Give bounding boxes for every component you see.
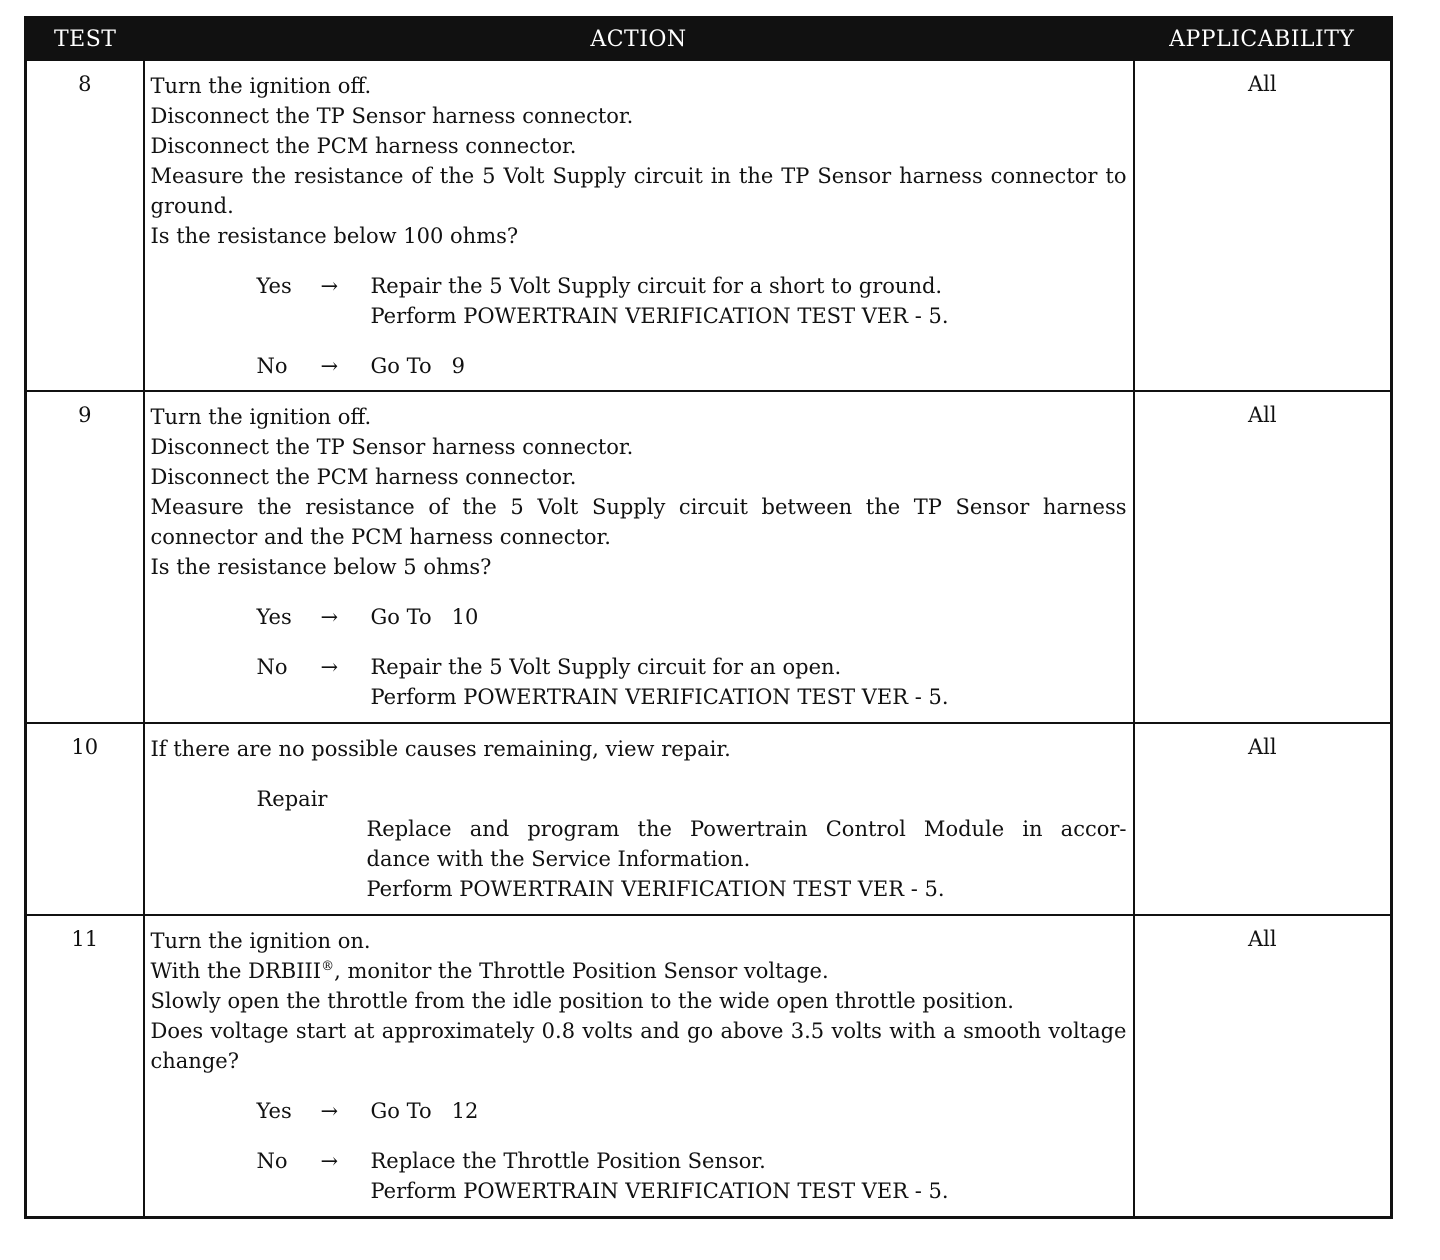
arrow-icon: → <box>320 1149 339 1173</box>
branch-no <box>257 1146 1127 1206</box>
table-header-row <box>26 18 1392 61</box>
result-line: Repair the 5 Volt Supply circuit for a short to ground. <box>370 274 943 298</box>
action-step: If there are no possible causes remaining, view repair. <box>150 737 731 761</box>
table-row <box>26 915 1392 1217</box>
result-line: Perform POWERTRAIN VERIFICATION TEST VER - 5. <box>370 304 949 328</box>
repair-line: Replace and program the Powertrain Control Module in accor- <box>366 817 1127 841</box>
repair-instructions <box>367 814 1127 904</box>
diagnostic-table <box>24 16 1393 1219</box>
action-step: Disconnect the TP Sensor harness connector. <box>150 104 634 128</box>
test-number: 10 <box>26 723 144 915</box>
branch-yes <box>257 271 1127 331</box>
action-cell <box>144 915 1134 1217</box>
result-line: Go To 12 <box>370 1099 479 1123</box>
branch-list <box>151 1096 1127 1206</box>
action-step: Measure the resistance of the 5 Volt Supply circuit between the TP Sensor harness connector and the PCM harness connector. <box>150 495 1127 549</box>
action-step: Is the resistance below 100 ohms? <box>150 224 519 248</box>
applicability-value: All <box>1134 723 1392 915</box>
result-line: Perform POWERTRAIN VERIFICATION TEST VER - 5. <box>370 1179 949 1203</box>
applicability-value: All <box>1134 60 1392 391</box>
branch-result <box>371 1146 1127 1206</box>
table-row <box>26 391 1392 723</box>
branch-label: Yes <box>256 274 292 298</box>
arrow-icon: → <box>320 1099 339 1123</box>
result-line: Repair the 5 Volt Supply circuit for an open. <box>370 655 842 679</box>
result-line: Perform POWERTRAIN VERIFICATION TEST VER - 5. <box>370 685 949 709</box>
branch-result <box>371 652 1127 712</box>
branch-yes <box>257 602 1127 632</box>
result-line: Go To 10 <box>370 605 479 629</box>
action-step: With the DRBIII®, monitor the Throttle Position Sensor voltage. <box>150 959 829 983</box>
branch-list <box>151 271 1127 381</box>
branch-list <box>151 602 1127 712</box>
action-step: Turn the ignition off. <box>150 405 372 429</box>
branch-no <box>257 652 1127 712</box>
repair-line: Perform POWERTRAIN VERIFICATION TEST VER - 5. <box>366 877 945 901</box>
action-step: Disconnect the TP Sensor harness connector. <box>150 435 634 459</box>
branch-label: Yes <box>256 1099 292 1123</box>
arrow-icon: → <box>320 354 339 378</box>
repair-section <box>257 784 1127 904</box>
branch-label: No <box>256 1149 288 1173</box>
action-cell <box>144 60 1134 391</box>
action-step: Disconnect the PCM harness connector. <box>150 465 577 489</box>
arrow-icon: → <box>320 605 339 629</box>
test-number: 8 <box>26 60 144 391</box>
branch-label: No <box>256 354 288 378</box>
action-step: Is the resistance below 5 ohms? <box>150 555 492 579</box>
action-step: Turn the ignition on. <box>150 929 371 953</box>
branch-yes <box>257 1096 1127 1126</box>
branch-result <box>371 351 1127 381</box>
action-step: Disconnect the PCM harness connector. <box>150 134 577 158</box>
result-line: Replace the Throttle Position Sensor. <box>370 1149 766 1173</box>
branch-label: Yes <box>256 605 292 629</box>
action-step: Does voltage start at approximately 0.8 volts and go above 3.5 volts with a smooth voltage change? <box>150 1019 1127 1073</box>
header-action: ACTION <box>144 18 1134 61</box>
header-test: TEST <box>26 18 144 61</box>
result-line: Go To 9 <box>370 354 465 378</box>
registered-mark: ® <box>321 959 335 974</box>
branch-no <box>257 351 1127 381</box>
branch-result <box>371 602 1127 632</box>
action-cell <box>144 391 1134 723</box>
action-step: Turn the ignition off. <box>150 74 372 98</box>
branch-result <box>371 271 1127 331</box>
table-row <box>26 723 1392 915</box>
arrow-icon: → <box>320 655 339 679</box>
action-step: Measure the resistance of the 5 Volt Supply circuit in the TP Sensor harness connector to ground. <box>150 164 1127 218</box>
test-number: 9 <box>26 391 144 723</box>
action-cell <box>144 723 1134 915</box>
arrow-icon: → <box>320 274 339 298</box>
test-number: 11 <box>26 915 144 1217</box>
repair-label: Repair <box>256 787 328 811</box>
repair-line: dance with the Service Information. <box>366 847 751 871</box>
header-applicability: APPLICABILITY <box>1134 18 1392 61</box>
branch-result <box>371 1096 1127 1126</box>
branch-label: No <box>256 655 288 679</box>
action-step: Slowly open the throttle from the idle position to the wide open throttle position. <box>150 989 1014 1013</box>
table-row <box>26 60 1392 391</box>
applicability-value: All <box>1134 915 1392 1217</box>
applicability-value: All <box>1134 391 1392 723</box>
